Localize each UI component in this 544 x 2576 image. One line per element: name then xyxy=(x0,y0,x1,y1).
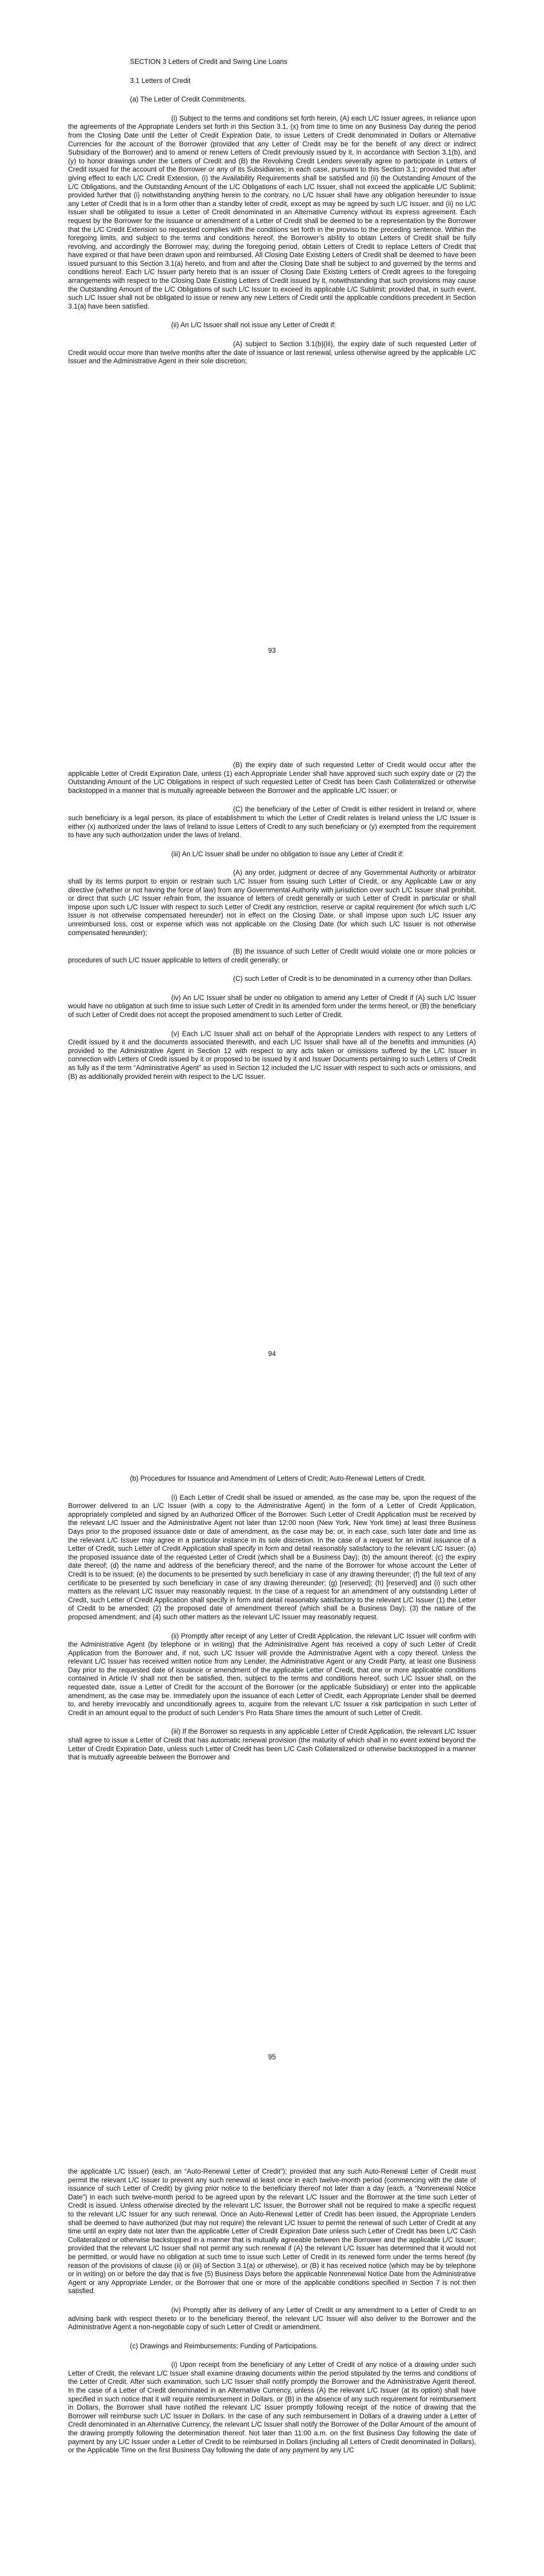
paragraph: (C) such Letter of Credit is to be denominated in a currency other than Dollars. xyxy=(233,975,473,983)
paragraph: (B) the expiry date of such requested Letter of Credit would occur after the applicable Letter of Credit Expiration Date, unless (1) each Appropriate Lender shall have approved such such expiry date or (2) the Outstanding Amount of the L/C Obligations in respect of such requested Letter of Credit has been Cash Collateralized or otherwise backstopped in a manner that is mutually agreeable between the Borrower and the applicable L/C Issuer; or xyxy=(68,761,476,794)
paragraph: (b) Procedures for Issuance and Amendment of Letters of Credit; Auto-Renewal Letters of Credit. xyxy=(130,1475,426,1482)
paragraph: (iii) An L/C Issuer shall be under no obligation to issue any Letter of Credit if: xyxy=(171,850,404,858)
paragraph: (ii) An L/C Issuer shall not issue any Letter of Credit if: xyxy=(171,321,336,329)
paragraph: (ii) Promptly after receipt of any Letter of Credit Application, the relevant L/C Issuer will confirm with the Administrative Agent (by telephone or in writing) that the Administrative Agent has received a copy of such Letter of Credit Application from the Borrower and, if not, such L/C Issuer will provide the Administrative Agent with a copy thereof. Unless the relevant L/C Issuer has received written notice from any Lender, the Administrative Agent or any Credit Party, at least one Business Day prior to the requested date of issuance or amendment of the applicable Letter of Credit, that one or more applicable conditions contained in Article IV shall not then be satisfied, then, subject to the terms and conditions hereof, such L/C Issuer shall, on the requested date, issue a Letter of Credit for the account of the Borrower (or the applicable Subsidiary) or enter into the applicable amendment, as the case may be. Immediately upon the issuance of each Letter of Credit, each Appropriate Lender shall be deemed to, and hereby irrevocably and unconditionally agrees to, acquire from the relevant L/C Issuer a risk participation in such Letter of Credit in an amount equal to the product of such Lender’s Pro Rata Share times the amount of such Letter of Credit. xyxy=(68,1632,476,1717)
paragraph: (i) Upon receipt from the beneficiary of any Letter of Credit of any notice of a drawing under such Letter of Credit, the relevant L/C Issuer shall examine drawing documents within the period stipulated by the terms and conditions of the Letter of Credit. After such examination, such L/C Issuer shall notify promptly the Borrower and the Administrative Agent thereof. In the case of a Letter of Credit denominated in an Alternative Currency, unless (A) the relevant L/C Issuer (at its option) shall have specified in such notice that it will require reimbursement in Dollars, or (B) in the absence of any such requirement for reimbursement in Dollars, the Borrower shall have notified the relevant L/C Issuer promptly following receipt of the notice of drawing that the Borrower will reimburse such L/C Issuer in Dollars. In the case of any such reimbursement in Dollars of a drawing under a Letter of Credit denominated in an Alternative Currency, the relevant L/C Issuer shall notify the Borrower of the Dollar Amount of the amount of the drawing promptly following the determination thereof. Not later than 11:00 a.m. on the first Business Day following the date of payment by any L/C Issuer under a Letter of Credit to be reimbursed in Dollars (including all Letters of Credit denominated in Dollars), or the Applicable Time on the first Business Day following the date of any payment by any L/C xyxy=(68,2361,476,2454)
paragraph: (A) any order, judgment or decree of any Governmental Authority or arbitrator shall by its terms purport to enjoin or restrain such L/C Issuer from issuing such Letter of Credit, or any Applicable Law or any directive (whether or not having the force of law) from any Governmental Authority with jurisdiction over such L/C Issuer shall prohibit, or direct that such L/C Issuer refrain from, the issuance of letters of credit generally or such Letter of Credit in particular or shall impose upon such L/C Issuer with respect to such Letter of Credit any restriction, reserve or capital requirement (for which such L/C Issuer is not otherwise compensated hereunder) not in effect on the Closing Date, or shall impose upon such L/C Issuer any unreimbursed loss, cost or expense which was not applicable on the Closing Date (for which such L/C Issuer is not otherwise compensated hereunder); xyxy=(68,869,476,937)
paragraph: (iii) If the Borrower so requests in any applicable Letter of Credit Application, the relevant L/C Issuer shall agree to issue a Letter of Credit that has automatic renewal provision (the maturity of which shall in no event extend beyond the Letter of Credit Expiration Date, unless such Letter of Credit has been L/C Cash Collateralized or otherwise backstopped in a manner that is mutually agreeable between the Borrower and xyxy=(68,1727,476,1761)
paragraph: (B) the issuance of such Letter of Credit would violate one or more policies or procedures of such L/C Issuer applicable to letters of credit generally; or xyxy=(68,947,476,964)
paragraph: (iv) An L/C Issuer shall be under no obligation to amend any Letter of Credit if (A) such L/C Issuer would have no obligation at such time to issue such Letter of Credit in its amended form under the terms hereof, or (B) the beneficiary of such Letter of Credit does not accept the proposed amendment to such Letter of Credit. xyxy=(68,993,476,1019)
section-heading: SECTION 3 Letters of Credit and Swing Line Loans xyxy=(130,58,288,65)
paragraph: (C) the beneficiary of the Letter of Credit is either resident in Ireland or, where such beneficiary is a legal person, its place of establishment to which the Letter of Credit relates is Ireland unless the L/C Issuer is either (x) authorized under the laws of Ireland to issue Letters of Credit to any such beneficiary or (y) exempted from the requirement to have any such authorization under the laws of Ireland. xyxy=(68,805,476,839)
paragraph: (A) subject to Section 3.1(b)(iii), the expiry date of such requested Letter of Credit would occur more than twelve months after the date of issuance or last renewal, unless otherwise agreed by the applicable L/C Issuer and the Administrative Agent in their sole discretion; xyxy=(68,340,476,365)
document-page-96 xyxy=(0,2110,544,2576)
item-heading: (a) The Letter of Credit Commitments. xyxy=(130,95,246,104)
paragraph: (c) Drawings and Reimbursements; Funding of Participations. xyxy=(130,2342,318,2350)
document-page-95 xyxy=(0,1406,544,2110)
sub-heading: 3.1 Letters of Credit xyxy=(130,76,191,84)
paragraph: (iv) Promptly after its delivery of any Letter of Credit or any amendment to a Letter of Credit to an advising bank with respect thereto or to the beneficiary thereof, the relevant L/C Issuer will also deliver to the Borrower and the Administrative Agent a non-negotiable copy of such Letter of Credit or amendment. xyxy=(68,2306,476,2331)
page-number: 93 xyxy=(268,647,276,654)
paragraph: (v) Each L/C Issuer shall act on behalf of the Appropriate Lenders with respect to any Letters of Credit issued by it and the documents associated therewith, and each L/C Issuer shall have all of the benefits and immunities (A) provided to the Administrative Agent in Section 12 with respect to any acts taken or omissions suffered by the L/C Issuer in connection with Letters of Credit issued by it or proposed to be issued by it and Issuer Documents pertaining to such Letters of Credit as fully as if the term “Administrative Agent” as used in Section 12 included the L/C Issuer with respect to such acts or omissions, and (B) as additionally provided herein with respect to the L/C Issuer. xyxy=(68,1029,476,1080)
paragraph: the applicable L/C Issuer) (each, an “Auto-Renewal Letter of Credit”); provided that any such Auto-Renewal Letter of Credit must permit the relevant L/C Issuer to prevent any such renewal at least once in each twelve-month period (commencing with the date of issuance of such Letter of Credit) by giving prior notice to the beneficiary thereof not later than a day (each, a “Nonrenewal Notice Date”) in each such twelve-month period to be agreed upon by the relevant L/C Issuer and the Borrower at the time such Letter of Credit is issued. Unless otherwise directed by the relevant L/C Issuer, the Borrower shall not be required to make a specific request to the relevant L/C Issuer for any such renewal. Once an Auto-Renewal Letter of Credit has been issued, the Appropriate Lenders shall be deemed to have authorized (but may not require) the relevant L/C Issuer to permit the renewal of such Letter of Credit at any time until an expiry date not later than the applicable Letter of Credit Expiration Date unless such Letter of Credit has been L/C Cash Collateralized or otherwise backstopped in a manner that is mutually agreeable between the Borrower and the applicable L/C Issuer; provided that the relevant L/C Issuer shall not permit any such renewal if (A) the relevant L/C Issuer has determined that it would not be permitted, or would have no obligation at such time to issue such Letter of Credit in its renewed form under the terms hereof (by reason of the provisions of clause (ii) or (iii) of Section 3.1(a) or otherwise), or (B) it has received notice (which may be by telephone or in writing) on or before the day that is five (5) Business Days before the applicable Nonrenewal Notice Date from the Administrative Agent or any Appropriate Lender, or the Borrower that one or more of the applicable conditions specified in Section 7 is not then satisfied. xyxy=(68,2167,476,2295)
document-page-93 xyxy=(0,0,544,703)
page-number: 95 xyxy=(268,2053,276,2061)
page-number: 94 xyxy=(268,1350,276,1358)
document-page-94 xyxy=(0,703,544,1406)
paragraph: (i) Each Letter of Credit shall be issued or amended, as the case may be, upon the request of the Borrower delivered to an L/C Issuer (with a copy to the Administrative Agent) in the form of a Letter of Credit Application, appropriately completed and signed by an Authorized Officer of the Borrower. Such Letter of Credit Application must be received by the relevant L/C Issuer and the Administrative Agent not later than 12:00 noon (New York, New York time) at least three Business Days prior to the proposed issuance date or date of amendment, as the case may be; or, in each case, such later date and time as the relevant L/C Issuer may agree in a particular instance in its sole discretion. In the case of a request for an initial issuance of a Letter of Credit, such Letter of Credit Application shall specify in form and detail reasonably satisfactory to the relevant L/C Issuer: (a) the proposed issuance date of the requested Letter of Credit (which shall be a Business Day); (b) the amount thereof; (c) the expiry date thereof; (d) the name and address of the beneficiary thereof; and the name of the Borrower for whose account the Letter of Credit is to be issued; (e) the documents to be presented by such beneficiary in case of any drawing thereunder; (f) the full text of any certificate to be presented by such beneficiary in case of any drawing thereunder; (g) [reserved]; (h) [reserved] and (i) such other matters as the relevant L/C Issuer may reasonably request. In the case of a request for an amendment of any outstanding Letter of Credit, such Letter of Credit Application shall specify in form and detail reasonably satisfactory to the relevant L/C Issuer (1) the Letter of Credit to be amended; (2) the proposed date of amendment thereof (which shall be a Business Day); (3) the nature of the proposed amendment; and (4) such other matters as the relevant L/C Issuer may reasonably request. xyxy=(68,1493,476,1621)
paragraph: (i) Subject to the terms and conditions set forth herein, (A) each L/C Issuer agrees, in reliance upon the agreements of the Appropriate Lenders set forth in this Section 3.1, (x) from time to time on any Business Day during the period from the Closing Date until the Letter of Credit Expiration Date, to issue Letters of Credit denominated in Dollars or Alternative Currencies for the account of the Borrower (provided that any Letter of Credit may be for the benefit of any direct or indirect Subsidiary of the Borrower) and to amend or renew Letters of Credit previously issued by it, in accordance with Section 3.1(b), and (y) to honor drawings under the Letters of Credit and (B) the Revolving Credit Lenders severally agree to participate in Letters of Credit issued for the account of the Borrower or any of its Subsidiaries; in each case, pursuant to this Section 3.1; provided that after giving effect to each L/C Credit Extension, (i) the Availability Requirements shall be satisfied and (ii) the Outstanding Amount of the L/C Obligations, and the Outstanding Amount of the L/C Obligations of each L/C Issuer, shall not exceed the applicable L/C Sublimit; provided further that (i) notwithstanding anything herein to the contrary, no L/C Issuer shall have any obligation hereunder to issue any Letter of Credit that is in a form other than a standby letter of credit, except as may be agreed by such L/C Issuer, and (ii) no L/C Issuer shall be obligated to issue a Letter of Credit denominated in an Alternative Currency without its express agreement. Each request by the Borrower for the issuance or amendment of a Letter of Credit shall be deemed to be a representation by the Borrower that the L/C Credit Extension so requested complies with the conditions set forth in the proviso to the preceding sentence. Within the foregoing limits, and subject to the terms and conditions hereof, the Borrower’s ability to obtain Letters of Credit shall be fully revolving, and accordingly the Borrower may, during the foregoing period, obtain Letters of Credit to replace Letters of Credit that have expired or that have been drawn upon and reimbursed. All Closing Date Existing Letters of Credit shall be deemed to have been issued pursuant to this Section 3.1(a) hereto, and from and after the Closing Date shall be subject to and governed by the terms and conditions hereof. Each L/C Issuer party hereto that is an issuer of Closing Date Existing Letters of Credit agrees to the foregoing arrangements with respect to the Closing Date Existing Letters of Credit issued by it, notwithstanding that such provisions may cause the Outstanding Amount of the L/C Obligations of such L/C Issuer to exceed its applicable L/C Sublimit; provided that, in such event, such L/C Issuer shall not be obligated to issue or renew any new Letters of Credit until the applicable conditions precedent in Section 3.1(a) have been satisfied. xyxy=(68,114,476,310)
